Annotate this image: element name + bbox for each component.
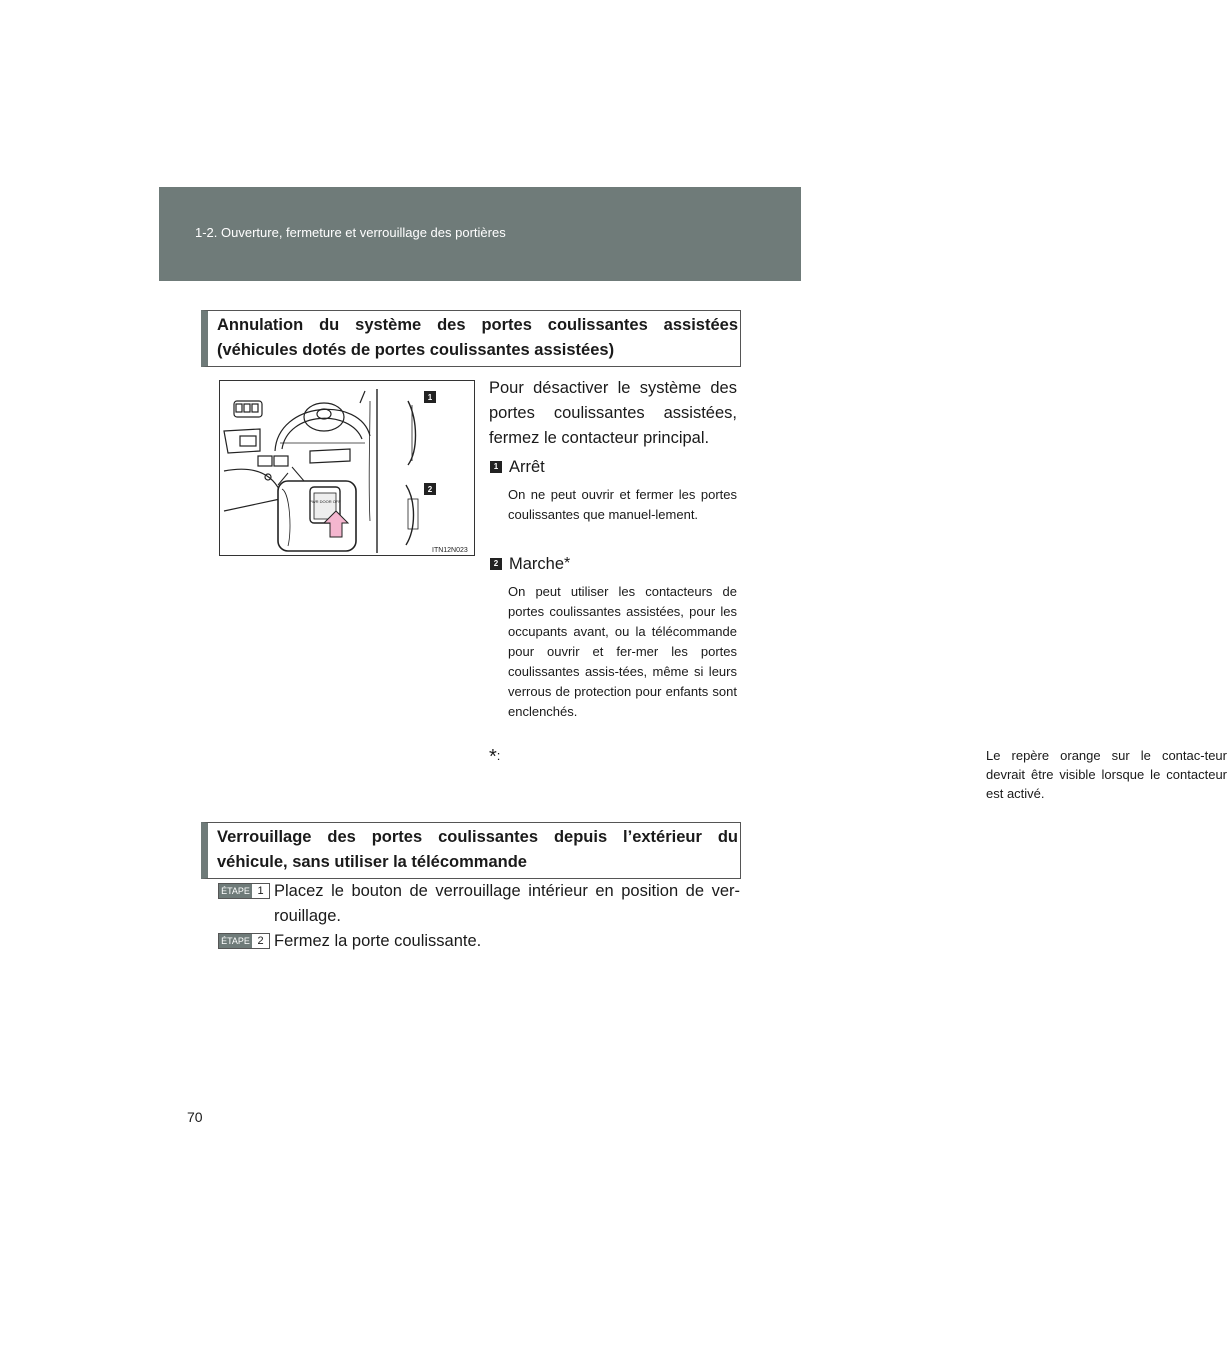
step-badge-number: 1	[257, 885, 264, 897]
item-off	[490, 457, 545, 477]
step-badge	[218, 883, 270, 899]
section-heading-line2: (véhicules dotés de portes coulissantes assistées)	[217, 341, 615, 359]
footnote-star: *	[489, 746, 497, 768]
section-heading-cancel	[201, 310, 741, 367]
step-badge-label: ÉTAPE	[219, 884, 252, 898]
figure-code: ITN12N023	[432, 547, 468, 554]
intro-line-1: Pour désactiver le système des	[489, 379, 737, 397]
section-heading-lock	[201, 822, 741, 879]
intro-line-3: fermez le contacteur principal.	[489, 429, 710, 447]
switch-illustration	[219, 380, 475, 556]
intro-line-2: portes coulissantes assistées,	[489, 404, 737, 422]
chapter-header	[159, 187, 801, 281]
section-heading-line1: Annulation du système des portes coulissantes assistées	[217, 316, 738, 334]
item-on-description: On peut utiliser les contacteurs de portes coulissantes assistées, pour les occupants avant, ou la télécommande pour ouvrir et fer-mer les portes coulissantes assis-tées, même si leurs verrous de protection pour enfants sont enclenchés.	[508, 584, 737, 719]
callout-2-label: 2	[427, 485, 433, 494]
page-number: 70	[187, 1109, 203, 1125]
switch-label: PWR DOOR OFF	[309, 499, 341, 504]
step-text: Placez le bouton de verrouillage intérieur en position de ver-rouillage.	[274, 882, 740, 925]
footnote-text: Le repère orange sur le contac-teur devrait être visible lorsque le contacteur est activé.	[986, 748, 1227, 801]
item-number-badge: 1	[490, 461, 502, 473]
item-label: Arrêt	[509, 458, 545, 476]
step-badge-label: ÉTAPE	[219, 934, 252, 948]
section-heading-line1: Verrouillage des portes coulissantes depuis l’extérieur du	[217, 828, 738, 846]
chapter-title: 1-2. Ouverture, fermeture et verrouillage des portières	[195, 225, 506, 240]
footnote	[489, 746, 1227, 806]
step-badge	[218, 933, 270, 949]
item-number-badge: 2	[490, 558, 502, 570]
callout-1-label: 1	[427, 393, 433, 402]
item-off-description: On ne peut ouvrir et fermer les portes coulissantes que manuel-lement.	[508, 487, 737, 522]
item-on: 2 Marche *	[490, 554, 570, 574]
step-text: Fermez la porte coulissante.	[274, 932, 482, 950]
step-badge-number: 2	[257, 935, 264, 947]
dashboard-drawing	[220, 381, 476, 557]
section-heading-line2: véhicule, sans utiliser la télécommande	[217, 853, 527, 871]
footnote-colon: :	[496, 748, 501, 763]
intro-paragraph	[489, 376, 737, 451]
item-label: Marche	[509, 555, 565, 573]
